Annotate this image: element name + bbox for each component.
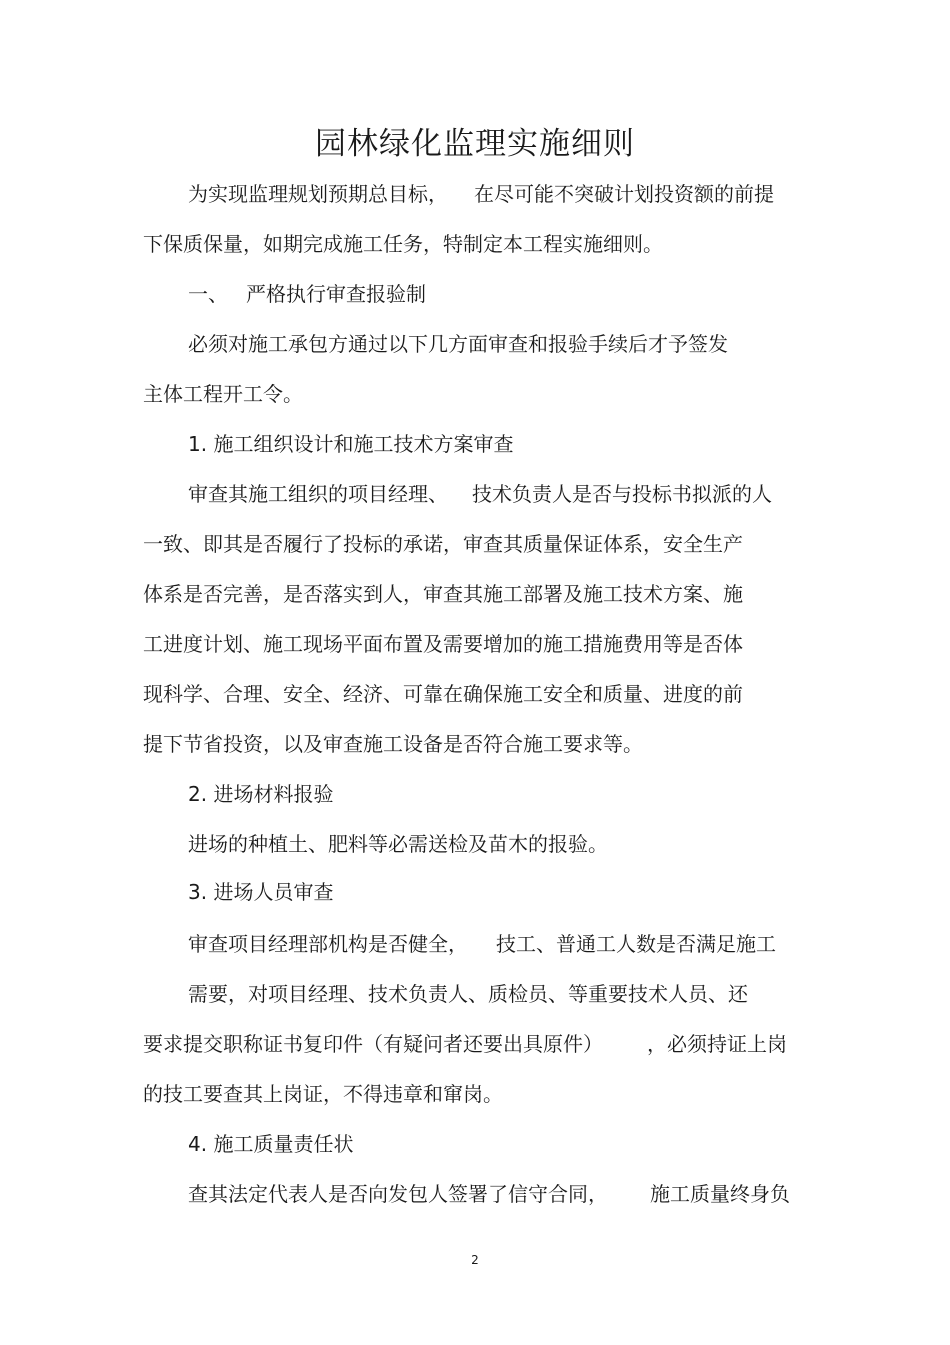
paragraph-line	[188, 1180, 790, 1208]
line-text: 一致、即其是否履行了投标的承诺，审查其质量保证体系，安全生产	[143, 532, 743, 556]
paragraph-line	[143, 530, 743, 558]
subsection-heading	[188, 1130, 353, 1158]
line-text: 4. 施工质量责任状	[188, 1132, 354, 1156]
line-text: 查其法定代表人是否向发包人签署了信守合同，	[188, 1182, 608, 1206]
subsection-heading	[188, 780, 333, 808]
page-number: 2	[471, 1253, 479, 1267]
paragraph-line	[188, 480, 772, 508]
line-text: 2. 进场材料报验	[188, 782, 334, 806]
paragraph-line	[143, 1080, 503, 1108]
paragraph-line	[143, 580, 743, 608]
line-text-continued: 技术负责人是否与投标书拟派的人	[472, 482, 772, 506]
line-text: 为实现监理规划预期总目标，	[188, 182, 448, 206]
paragraph-line	[188, 980, 748, 1008]
paragraph-line	[143, 1030, 787, 1058]
line-text-continued: 在尽可能不突破计划投资额的前提	[474, 182, 774, 206]
line-text: 主体工程开工令。	[143, 382, 303, 406]
section-heading	[188, 280, 426, 308]
paragraph-line	[143, 380, 303, 408]
line-text-continued: ，必须持证上岗	[647, 1032, 787, 1056]
subsection-heading	[188, 430, 513, 458]
document-title: 园林绿化监理实施细则	[315, 126, 635, 162]
line-text: 的技工要查其上岗证，不得违章和窜岗。	[143, 1082, 503, 1106]
paragraph-line	[143, 230, 663, 258]
paragraph-line	[188, 930, 776, 958]
paragraph-line	[143, 630, 743, 658]
paragraph-line	[143, 680, 743, 708]
paragraph-line	[188, 330, 728, 358]
line-text: 审查项目经理部机构是否健全，	[188, 932, 468, 956]
line-text: 要求提交职称证书复印件（有疑问者还要出具原件）	[143, 1032, 603, 1056]
line-text: 1. 施工组织设计和施工技术方案审查	[188, 432, 514, 456]
line-text-continued: 施工质量终身负	[650, 1182, 790, 1206]
line-text: 提下节省投资，以及审查施工设备是否符合施工要求等。	[143, 732, 643, 756]
paragraph-line	[188, 830, 608, 858]
line-text: 工进度计划、施工现场平面布置及需要增加的施工措施费用等是否体	[143, 632, 743, 656]
section-title: 严格执行审查报验制	[246, 282, 426, 306]
section-number: 一、	[188, 282, 228, 306]
line-text: 进场的种植土、肥料等必需送检及苗木的报验。	[188, 832, 608, 856]
line-text: 下保质保量，如期完成施工任务，特制定本工程实施细则。	[143, 232, 663, 256]
line-text-continued: 技工、普通工人数是否满足施工	[496, 932, 776, 956]
paragraph-line	[143, 730, 643, 758]
line-text: 现科学、合理、安全、经济、可靠在确保施工安全和质量、进度的前	[143, 682, 743, 706]
line-text: 体系是否完善，是否落实到人，审查其施工部署及施工技术方案、施	[143, 582, 743, 606]
line-text: 需要，对项目经理、技术负责人、质检员、等重要技术人员、还	[188, 982, 748, 1006]
subsection-heading	[188, 878, 333, 906]
line-text: 必须对施工承包方通过以下几方面审查和报验手续后才予签发	[188, 332, 728, 356]
paragraph-line	[188, 180, 774, 208]
line-text: 审查其施工组织的项目经理、	[188, 482, 448, 506]
line-text: 3. 进场人员审查	[188, 880, 334, 904]
